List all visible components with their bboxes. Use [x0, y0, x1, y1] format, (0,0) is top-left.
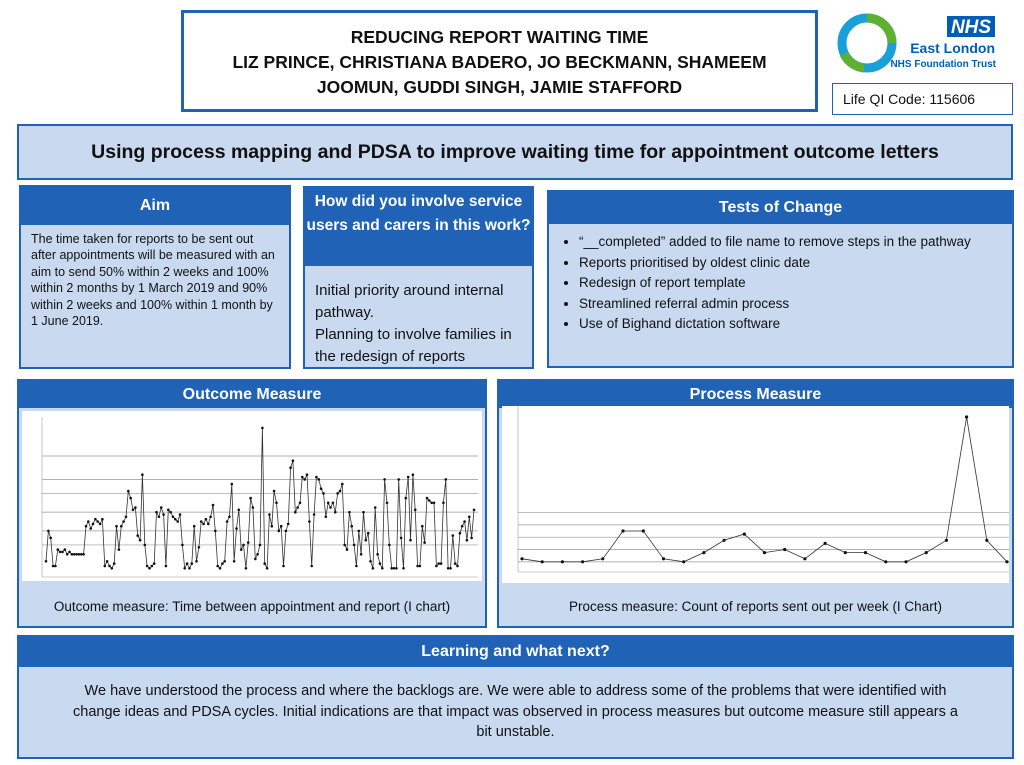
- data-point: [395, 567, 398, 570]
- data-point: [459, 532, 462, 535]
- data-point: [409, 539, 412, 542]
- data-point: [376, 553, 379, 556]
- data-point: [296, 506, 299, 509]
- data-point: [162, 513, 165, 516]
- outcome-measure-panel: [17, 379, 487, 628]
- data-point: [85, 525, 88, 528]
- data-point: [134, 506, 137, 509]
- data-point: [374, 506, 377, 509]
- data-point: [336, 492, 339, 495]
- list-item: • Redesign of report template: [579, 273, 1012, 294]
- aim-heading: Aim: [21, 187, 289, 225]
- data-point: [221, 562, 224, 565]
- data-point: [89, 527, 92, 530]
- data-point: [466, 539, 469, 542]
- authors-line: LIZ PRINCE, CHRISTIANA BADERO, JO BECKMANN, SHAMEEM: [232, 52, 767, 72]
- data-point: [353, 544, 356, 547]
- data-point: [78, 553, 81, 556]
- data-point: [405, 497, 408, 500]
- outcome-heading: Outcome Measure: [19, 381, 485, 408]
- data-point: [456, 565, 459, 568]
- data-point: [520, 557, 523, 560]
- data-point: [214, 530, 217, 533]
- data-point: [167, 509, 170, 512]
- data-point: [263, 562, 266, 565]
- involvement-line: Initial priority around internal pathway.: [315, 282, 504, 321]
- data-point: [310, 565, 313, 568]
- data-point: [289, 466, 292, 469]
- poster-title: [181, 10, 818, 112]
- data-point: [240, 548, 243, 551]
- data-point: [64, 548, 67, 551]
- data-point: [461, 525, 464, 528]
- data-point: [66, 553, 69, 556]
- list-item: • Streamlined referral admin process: [579, 294, 1012, 315]
- data-point: [141, 473, 144, 476]
- data-point: [80, 553, 83, 556]
- data-point: [266, 567, 269, 570]
- data-point: [247, 541, 250, 544]
- data-point: [176, 520, 179, 523]
- data-point: [339, 490, 342, 493]
- data-point: [381, 567, 384, 570]
- data-point: [205, 518, 208, 521]
- data-point: [965, 415, 968, 418]
- data-point: [212, 504, 215, 507]
- process-heading: Process Measure: [499, 381, 1012, 408]
- data-point: [329, 506, 332, 509]
- data-point: [824, 542, 827, 545]
- data-point: [313, 513, 316, 516]
- data-point: [181, 544, 184, 547]
- outcome-caption: Outcome measure: Time between appointment and report (I chart): [53, 599, 451, 614]
- data-point: [581, 560, 584, 563]
- data-point: [437, 562, 440, 565]
- process-chart: [502, 406, 1009, 583]
- data-point: [202, 523, 205, 526]
- outcome-chart-svg: [22, 411, 482, 581]
- aim-text: The time taken for reports to be sent out after appointments will be measured with an aim to send 50% within 2 weeks and 100% within 2 months by 1 March 2019 and 90% within 2 weeks and 100% within 1 month by 1 June 2019.: [31, 232, 275, 329]
- data-point: [73, 553, 76, 556]
- data-point: [238, 509, 241, 512]
- data-point: [365, 539, 368, 542]
- data-point: [287, 523, 290, 526]
- data-point: [174, 518, 177, 521]
- data-point: [249, 497, 252, 500]
- nhs-east-london-logo: [836, 10, 1018, 80]
- data-point: [449, 567, 452, 570]
- data-point: [52, 565, 55, 568]
- data-point: [127, 490, 130, 493]
- process-measure-panel: [497, 379, 1014, 628]
- data-point: [388, 544, 391, 547]
- data-point: [763, 551, 766, 554]
- data-point: [193, 525, 196, 528]
- data-point: [348, 511, 351, 514]
- data-point: [94, 518, 97, 521]
- data-point: [343, 544, 346, 547]
- data-point: [743, 533, 746, 536]
- data-point: [350, 525, 353, 528]
- data-point: [379, 562, 382, 565]
- data-point: [407, 476, 410, 479]
- authors-line: JOOMUN, GUDDI SINGH, JAMIE STAFFORD: [316, 77, 683, 97]
- data-point: [904, 560, 907, 563]
- data-point: [101, 518, 104, 521]
- data-point: [1005, 560, 1008, 563]
- data-point: [209, 516, 212, 519]
- data-point: [256, 553, 259, 556]
- learning-text: We have understood the process and where the backlogs are. We were able to address some of the problems that were identified with change ideas and PDSA cycles. Initial indications are that impact was observed in process measures but outcome measure still appears a bit unstable.: [73, 683, 958, 740]
- life-qi-code: Life QI Code: 115606: [832, 83, 1013, 115]
- data-point: [393, 567, 396, 570]
- data-point: [87, 520, 90, 523]
- data-point: [233, 560, 236, 563]
- data-point: [346, 548, 349, 551]
- data-point: [223, 560, 226, 563]
- data-point: [925, 551, 928, 554]
- learning-panel: [17, 635, 1014, 759]
- data-point: [54, 565, 57, 568]
- data-point: [435, 565, 438, 568]
- data-point: [303, 478, 306, 481]
- data-point: [386, 502, 389, 505]
- data-point: [207, 523, 210, 526]
- data-point: [231, 483, 234, 486]
- data-point: [132, 509, 135, 512]
- data-point: [390, 567, 393, 570]
- data-point: [254, 558, 257, 561]
- data-point: [271, 525, 274, 528]
- data-point: [426, 497, 429, 500]
- data-point: [242, 544, 245, 547]
- data-point: [198, 546, 201, 549]
- data-point: [61, 551, 64, 554]
- data-point: [104, 565, 107, 568]
- data-point: [470, 537, 473, 540]
- data-point: [118, 548, 121, 551]
- process-chart-svg: [502, 406, 1009, 583]
- data-point: [360, 553, 363, 556]
- list-item: • Reports prioritised by oldest clinic date: [579, 253, 1012, 274]
- data-point: [160, 506, 163, 509]
- data-point: [169, 511, 172, 514]
- data-point: [92, 523, 95, 526]
- data-point: [541, 560, 544, 563]
- data-point: [412, 473, 415, 476]
- data-point: [172, 516, 175, 519]
- data-point: [136, 534, 139, 537]
- outcome-chart: [22, 411, 482, 581]
- data-point: [71, 553, 74, 556]
- data-point: [332, 502, 335, 505]
- data-point: [358, 530, 361, 533]
- data-point: [259, 544, 262, 547]
- data-point: [75, 553, 78, 556]
- data-point: [285, 530, 288, 533]
- data-point: [783, 548, 786, 551]
- data-point: [273, 490, 276, 493]
- data-point: [621, 529, 624, 532]
- data-point: [122, 520, 125, 523]
- data-point: [282, 565, 285, 568]
- data-point: [158, 516, 161, 519]
- data-point: [292, 459, 295, 462]
- data-point: [440, 562, 443, 565]
- data-point: [400, 537, 403, 540]
- data-point: [642, 529, 645, 532]
- data-point: [219, 567, 222, 570]
- tests-heading: Tests of Change: [549, 192, 1012, 224]
- data-point: [468, 516, 471, 519]
- data-point: [120, 525, 123, 528]
- data-point: [355, 565, 358, 568]
- data-point: [195, 560, 198, 563]
- list-item: • Use of Bighand dictation software: [579, 314, 1012, 335]
- data-point: [985, 539, 988, 542]
- data-point: [414, 509, 417, 512]
- data-point: [372, 567, 375, 570]
- data-point: [228, 516, 231, 519]
- data-point: [299, 502, 302, 505]
- process-caption: Process measure: Count of reports sent out per week (I Chart): [569, 599, 942, 614]
- data-point: [216, 565, 219, 568]
- data-point: [294, 511, 297, 514]
- nhs-badge-text: NHS: [950, 17, 992, 38]
- org-subname: NHS Foundation Trust: [890, 59, 996, 70]
- data-point: [945, 539, 948, 542]
- data-point: [106, 560, 109, 563]
- title-line: REDUCING REPORT WAITING TIME: [350, 27, 649, 47]
- data-point: [278, 530, 281, 533]
- data-point: [430, 502, 433, 505]
- data-point: [844, 551, 847, 554]
- org-name: East London: [910, 40, 995, 56]
- data-point: [200, 520, 203, 523]
- data-point: [723, 539, 726, 542]
- data-point: [155, 511, 158, 514]
- data-point: [473, 509, 476, 512]
- data-point: [397, 478, 400, 481]
- data-point: [144, 544, 147, 547]
- involvement-heading: How did you involve service users and carers in this work?: [305, 188, 532, 266]
- data-point: [151, 565, 154, 568]
- data-point: [702, 551, 705, 554]
- data-point: [463, 520, 466, 523]
- data-point: [275, 502, 278, 505]
- data-point: [57, 548, 60, 551]
- involvement-panel: [303, 186, 534, 369]
- data-point: [447, 567, 450, 570]
- data-point: [419, 565, 422, 568]
- data-point: [383, 478, 386, 481]
- data-point: [416, 565, 419, 568]
- series-line: [522, 417, 1007, 562]
- data-point: [280, 525, 283, 528]
- data-point: [322, 492, 325, 495]
- data-point: [327, 502, 330, 505]
- data-point: [454, 562, 457, 565]
- data-point: [601, 557, 604, 560]
- data-point: [125, 516, 128, 519]
- data-point: [191, 562, 194, 565]
- poster-subtitle: Using process mapping and PDSA to improve waiting time for appointment outcome letters: [17, 124, 1013, 180]
- data-point: [308, 520, 311, 523]
- data-point: [186, 562, 189, 565]
- data-point: [445, 478, 448, 481]
- list-item: • “__completed” added to file name to remove steps in the pathway: [579, 232, 1012, 253]
- data-point: [129, 497, 132, 500]
- data-point: [45, 560, 48, 563]
- data-point: [369, 560, 372, 563]
- involvement-line: Planning to involve families in the redesign of reports: [315, 326, 512, 365]
- data-point: [226, 520, 229, 523]
- learning-heading: Learning and what next?: [19, 637, 1012, 667]
- series-line: [46, 428, 474, 568]
- data-point: [315, 476, 318, 479]
- tests-of-change-panel: [547, 190, 1014, 368]
- data-point: [82, 553, 85, 556]
- data-point: [325, 516, 328, 519]
- data-point: [179, 513, 182, 516]
- data-point: [261, 427, 264, 430]
- data-point: [268, 513, 271, 516]
- data-point: [402, 567, 405, 570]
- data-point: [115, 525, 118, 528]
- data-point: [188, 567, 191, 570]
- data-point: [442, 502, 445, 505]
- data-point: [421, 525, 424, 528]
- data-point: [139, 539, 142, 542]
- data-point: [301, 476, 304, 479]
- data-point: [662, 557, 665, 560]
- data-point: [864, 551, 867, 554]
- data-point: [235, 527, 238, 530]
- aim-panel: [19, 185, 291, 369]
- data-point: [183, 567, 186, 570]
- data-point: [165, 565, 168, 568]
- data-point: [423, 541, 426, 544]
- data-point: [153, 562, 156, 565]
- data-point: [252, 506, 255, 509]
- data-point: [113, 562, 116, 565]
- data-point: [362, 511, 365, 514]
- data-point: [306, 473, 309, 476]
- data-point: [111, 567, 114, 570]
- data-point: [428, 499, 431, 502]
- data-point: [146, 565, 149, 568]
- data-point: [318, 478, 321, 481]
- data-point: [682, 560, 685, 563]
- data-point: [433, 502, 436, 505]
- data-point: [245, 567, 248, 570]
- data-point: [49, 537, 52, 540]
- data-point: [108, 565, 111, 568]
- data-point: [884, 560, 887, 563]
- data-point: [68, 551, 71, 554]
- involvement-text: [305, 266, 532, 368]
- data-point: [148, 567, 151, 570]
- data-point: [99, 523, 102, 526]
- data-point: [452, 534, 455, 537]
- data-point: [96, 520, 99, 523]
- data-point: [341, 483, 344, 486]
- data-point: [320, 487, 323, 490]
- tests-list: [549, 224, 1012, 335]
- data-point: [367, 532, 370, 535]
- data-point: [59, 551, 62, 554]
- qi-ring-logo-icon: [836, 10, 1018, 80]
- data-point: [561, 560, 564, 563]
- data-point: [47, 530, 50, 533]
- data-point: [803, 557, 806, 560]
- data-point: [334, 511, 337, 514]
